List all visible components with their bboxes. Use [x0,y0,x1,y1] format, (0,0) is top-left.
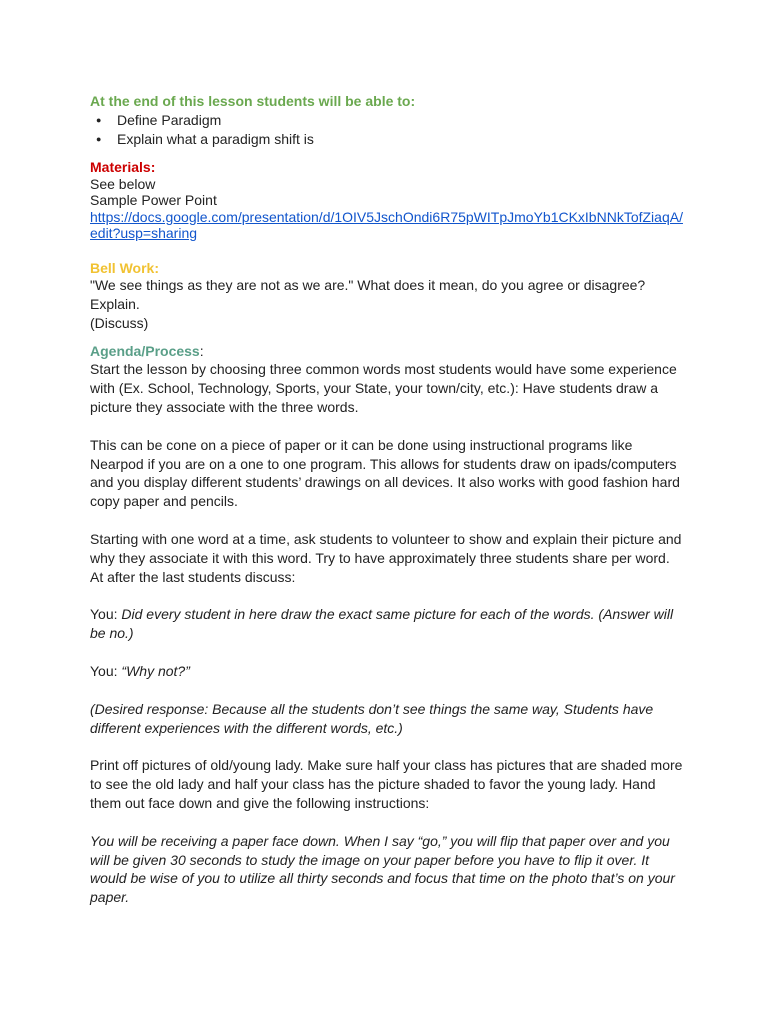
objectives-list [90,111,688,149]
speaker-label: You: [90,662,122,679]
paragraph-line: Starting with one word at a time, ask students to volunteer to show and explain their picture and [90,530,682,547]
agenda-paragraph [90,605,688,643]
presentation-link-line: edit?usp=sharing [90,225,198,241]
agenda-paragraph [90,360,688,416]
bell-work-heading: Bell Work: [90,259,159,276]
paragraph-line: why they associate it with this word. Try to have approximately three students share per word. [90,549,670,566]
agenda-heading-colon: : [199,343,204,360]
paragraph-line: This can be cone on a piece of paper or it can be done using instructional programs like [90,436,633,453]
paragraph-line [90,662,688,681]
objectives-heading: At the end of this lesson students will be able to: [90,93,416,109]
paragraph-line: copy paper and pencils. [90,493,238,510]
paragraph-line: will be given 30 seconds to study the image on your paper before you have to flip it over. It [90,851,650,868]
speaker-label: You: [90,606,122,623]
bell-work-line: (Discuss) [90,314,149,331]
materials-line: See below [90,175,156,192]
paragraph-line: (Desired response: Because all the students don’t see things the same way, Students have [90,700,654,717]
paragraph-line: be no.) [90,625,134,642]
paragraph-line: to see the old lady and half your class has the picture shaded to favor the young lady. Hand [90,776,656,793]
agenda-paragraph [90,700,688,738]
paragraph-line: them out face down and give the following instructions: [90,794,430,811]
presentation-link-line: https://docs.google.com/presentation/d/1OIV5JschOndi6R75pWITpJmoYb1CKxIbNNkTofZiaqA/ [90,208,683,225]
paragraph-line: Start the lesson by choosing three common words most students would have some experience [90,361,677,378]
agenda-paragraph [90,530,688,586]
paragraph-line: Nearpod if you are on a one to one program. This allows for students draw on ipads/computers [90,455,677,472]
paragraph-line: would be wise of you to utilize all thirty seconds and focus that time on the photo that’s on your [90,870,675,887]
paragraph-line: At after the last students discuss: [90,568,296,585]
paragraph-line: with (Ex. School, Technology, Sports, your State, your town/city, etc.): Have students draw a [90,380,659,397]
agenda-paragraph [90,756,688,812]
agenda-heading-row [90,342,688,360]
materials-heading: Materials: [90,159,156,175]
paragraph-line: different experiences with the different words, etc.) [90,719,403,736]
bell-work-line: "We see things as they are not as we are." What does it mean, do you agree or disagree? [90,277,646,293]
paragraph-line: paper. [90,889,130,906]
paragraph-line: You will be receiving a paper face down. When I say “go,” you will flip that paper over and you [90,832,670,849]
materials-line: Sample Power Point [90,192,217,208]
agenda-paragraph [90,436,688,511]
paragraph-line: Print off pictures of old/young lady. Make sure half your class has pictures that are shaded more [90,757,683,774]
list-item: ● Explain what a paradigm shift is [117,130,688,149]
list-item: ● Define Paradigm [117,111,688,130]
agenda-heading: Agenda/Process [90,343,200,360]
teacher-question: Did every student in here draw the exact same picture for each of the words. (Answer will [121,606,674,623]
presentation-link[interactable] [90,209,688,242]
paragraph-line [90,605,688,624]
bell-work-line: Explain. [90,295,140,312]
paragraph-line: and you display different students’ drawings on all devices. It also works with good fashion hard [90,474,680,491]
agenda-paragraph [90,832,688,907]
teacher-question: “Why not?” [121,662,190,679]
paragraph-line: picture they associate with the three words. [90,398,359,415]
